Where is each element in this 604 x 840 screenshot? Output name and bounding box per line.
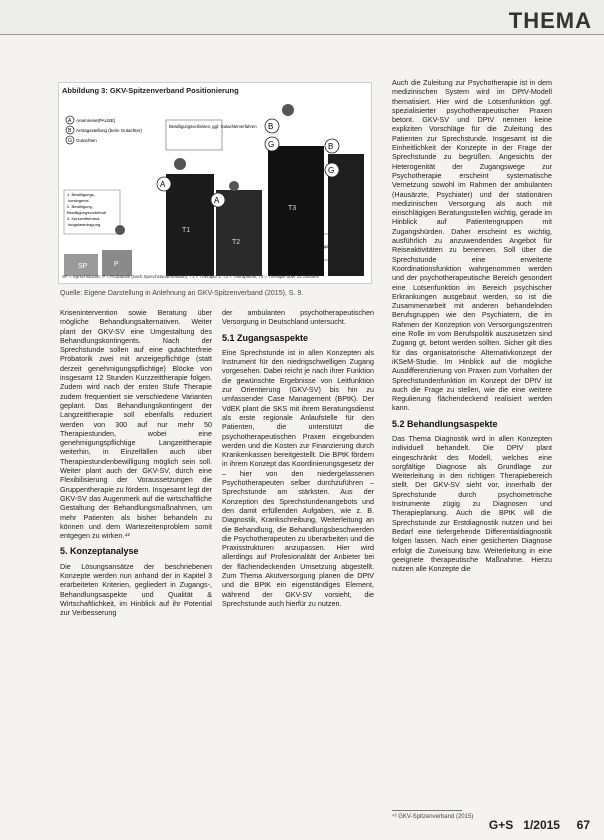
figure-legend — [66, 116, 143, 144]
block-p-label: P — [114, 261, 119, 268]
page-footer — [489, 818, 590, 832]
figure-side-note: 1. Bewilligungs- kontingents 2. Bewilligung, Bewilligungsvorbehalt 3. Kurzzeitbehand- lungsbeantragung — [67, 192, 106, 227]
left-text-bottom: Die Lösungsansätze der beschriebenen Konzepte werden nun anhand der in Kapitel 3 erarbeiteten Kriterien, gegliedert in Zugangs-, Behandlungsaspekte und Qualität & Wirtschaftlichkeit, im Hinblick auf ihr Potential zur Verbesserung — [60, 561, 212, 618]
left-text: Krisenintervention sowie Beratung über mögliche Behandlungsalternativen. Weiter plant der GKV-SV eine Umgestaltung des Behandlungskontingents. Nach der Sprechstunde sollen auf eine gutachterfreie Probatorik zwei mit anzeigepflichtige (statt derzeit genehmigungspflichtige) Blöcke von insgesamt 12 Stunden Kurzzeittherapie folgen. Zudem wird nach der ersten Stufe Therapie zudem frequentiert sie verschiedene Varianten geplant. Das Behandlungskontingent der Langzeittherapie soll ebenfalls reduziert werden von 300 auf nur mehr 50 Therapiestunden, wobei eine genehmigungspflichtige Langzeittherapie weiterhin, in Einzelfällen auch über Therapiestundenbewilligung möglich sein soll. Weiter plant auch der GKV-SV, durch eine Flexibilisierung der Voraussetzungen die Gruppentherapie zu fördern. Insgesamt legt der GKV-SV das Augenmerk auf die wirtschaftliche Gestaltung der Behandlungsmaßnahmen, um mehr Patienten als bisher behandeln zu können und dem Wartezeitenproblem somit entgegen zu wirken.⁴² — [60, 308, 212, 541]
figure-title: Abbildung 3: GKV-Spitzenverband Positionierung — [62, 86, 239, 95]
figure-diagram — [58, 82, 370, 282]
block-sp-label: SP — [78, 263, 88, 270]
page-number: 67 — [576, 818, 590, 832]
figure-footnote: SP = Sprechstunde; P = Probatorik (nach Sprechstundenbedarf); T1 = Therapie 1; T2 = Therapiefall; T3 = Therapie über 25 Stunden — [62, 274, 320, 279]
header-rule — [0, 34, 604, 35]
left-column — [60, 308, 212, 619]
badge-g2-label: G — [328, 166, 335, 175]
badge-g-label: G — [268, 140, 275, 149]
middle-text: Eine Sprechstunde ist in allen Konzepten als Instrument für den niedrigschwelligen Zugang vorgesehen. Dabei reicht je nach ihrer Funktion die gewünschte Ergebnisse von Leitfunktion zur Orientierung (GKV-SV) bis hin zu umfassender Case Management (BPtK). Der VdEK plant die SKS mit ihrem Beratungsdienst als erste regionale Anlaufstelle für den Patienten, die unterstützt die psychotherapeutischen Praxen eingebunden werden und die Kosten zur Finanzierung durch Krankenkassen bereitgestellt. Die BPtK fördern in ihrem Konzept das Koordinierungsgesetz der – hier von den niedergelassenen Psychotherapeuten selber durchzuführen – Sprechstunde am stärksten. Aus der Konzeption des Sprechstundenangebots und den damit erfüllenden Aufgaben, wie z. B. Diagnostik, Krankschreibung, Weiterleitung an die Behandlung, die Behandlungsbeschwerden die Psychotherapeuten zu überarbeiten und die Praxisstrukturen anzupassen. Hier wird allerdings auf Profesionalität der Anbieter bei der flächendeckenden Umsetzung abgestellt. Zum Thema Akutversorgung planen die DPtV und die BPtK ein eigenständiges Element, während der GKV-SV vorsieht, die Sprechstunde auch hierfür zu nutzen. — [222, 347, 374, 608]
right-text-top: Auch die Zuleitung zur Psychotherapie ist in dem medizinischen System wird im DPtV-Modell thematisiert. Hier wird die Lotsenfunktion ggf. spezialisierter psychotherapeutischer Praxen betont. GKV-SV und DPtV nennen keine expliziten Vorschläge für die Zuleitung des Patienten zur Sprechstunde. Insgesamt ist die Einheitlichkeit der Konzepte in der Frage der Sprechstunde zu begrüßen. Angesichts der Heterogenität der Zugangswege zur Psychotherapie erscheint systematische Vernetzung sowohl im Rahmen der ambulanten (Hausärzte, Psychiater) und der stationären medizinischen Versorgung als auch mit einschlägigen Beratungsstellen wichtig, gerade im Hinblick auf Patientengruppen mit Zugangshürden. Daher erscheint es wichtig, ausführlich zu anzuwendendes Angebot für Reiseaktivitäten zu benennen. Soll über die Sprechstunde eine erweiterte Koordinationsfunktion wahrgenommen werden und der psychotherapeutische Bereich gesondert eine Lotsenfunktion im Bereich psychischer Erkrankungen ausgebaut werden, so ist die Zusammenarbeit mit anderen behandelnden Berufsgruppen wie den Psychiatern, die im Rahmen der Konzeption von Versorgungszentren eine Rolle im vom Berufspolitik auszusetzen sind Zugang gt, betont werden sollten. Sicher gilt dies für das organisatorische Alternativkonzept der iKSeM-Studie. Im Hinblick auf die mögliche Ausdifferenzierung von Praxen zum Vorhalten der Sprechstundenfunktion im Konzept der DPtV ist auch die Frage zu stellen, wie die eine weitere Regulierung flächendeckend realisiert werden kann. — [392, 78, 552, 413]
legend-text-a: Anamnese(PAUSE) — [76, 118, 116, 123]
journal-name: G+S — [488, 818, 514, 832]
right-text-bottom: Das Thema Diagnostik wird in allen Konzepten individuell behandelt. Die DPtV plant eingeschränkt des Modell, welches eine sorgfältige Diagnose als Grundlage zur Weiterleitung in den richtigen Therapiebereich stellt. Der GKV-SV sieht vor, innerhalb der Sprechstunde durch psychometrische Instrumente zügig zu Diagnosen und Therapieplanung. Auch die BPtK will die Sprechstunde zur Erstdiagnostik nutzen und bei Bedarf eine tiefergehende Differentialdiagnostik folgen lassen. Nach einer gesicherten Diagnose erfolgt die Zuweisung bzw. Weiterleitung in eine geeignete therapeutische Maßnahme. Hierzu nutzen alle Konzepte die — [392, 433, 552, 574]
badge-dot — [115, 225, 125, 235]
legend-key-a: A — [68, 118, 72, 124]
right-column — [392, 78, 552, 574]
legend-key-g: G — [68, 138, 72, 144]
block-t1 — [166, 174, 214, 276]
middle-text-top: der ambulanten psychotherapeutischen Versorgung in Deutschland untersucht. — [222, 308, 374, 327]
legend-key-b: B — [68, 128, 72, 134]
figure-caption: Quelle: Eigene Darstellung in Anlehnung an GKV-Spitzenverband (2015), S. 9. — [60, 290, 304, 297]
issue-number: 1/2015 — [523, 818, 560, 832]
legend-text-g: Gutachten — [76, 138, 97, 143]
badge-a2-label: A — [214, 196, 220, 205]
left-section-heading: 5. Konzeptanalyse — [60, 546, 139, 557]
badge-dot — [282, 104, 294, 116]
badge-dot — [229, 181, 239, 191]
badge-dot — [174, 158, 186, 170]
badge-a-label: A — [160, 180, 166, 189]
legend-text-b: Antragsstellung (beim Gutachter) — [76, 128, 143, 133]
right-section-heading: 5.2 Behandlungsaspekte — [392, 418, 498, 429]
section-title: THEMA — [508, 8, 592, 33]
block-t3-label: T3 — [288, 205, 297, 212]
callout-top: Bewilligungsverfahren, ggf. Gutachterverfahren — [169, 124, 257, 129]
footnote-rule — [392, 810, 462, 811]
middle-section-heading: 5.1 Zugangsaspekte — [222, 332, 309, 343]
block-t2-label: T2 — [232, 239, 241, 246]
badge-b-label: B — [268, 122, 274, 131]
block-t1-label: T1 — [182, 227, 191, 234]
badge-b2-label: B — [328, 142, 334, 151]
middle-column — [222, 308, 374, 609]
footnote: ⁴² GKV-Spitzenverband (2015) — [392, 814, 474, 820]
